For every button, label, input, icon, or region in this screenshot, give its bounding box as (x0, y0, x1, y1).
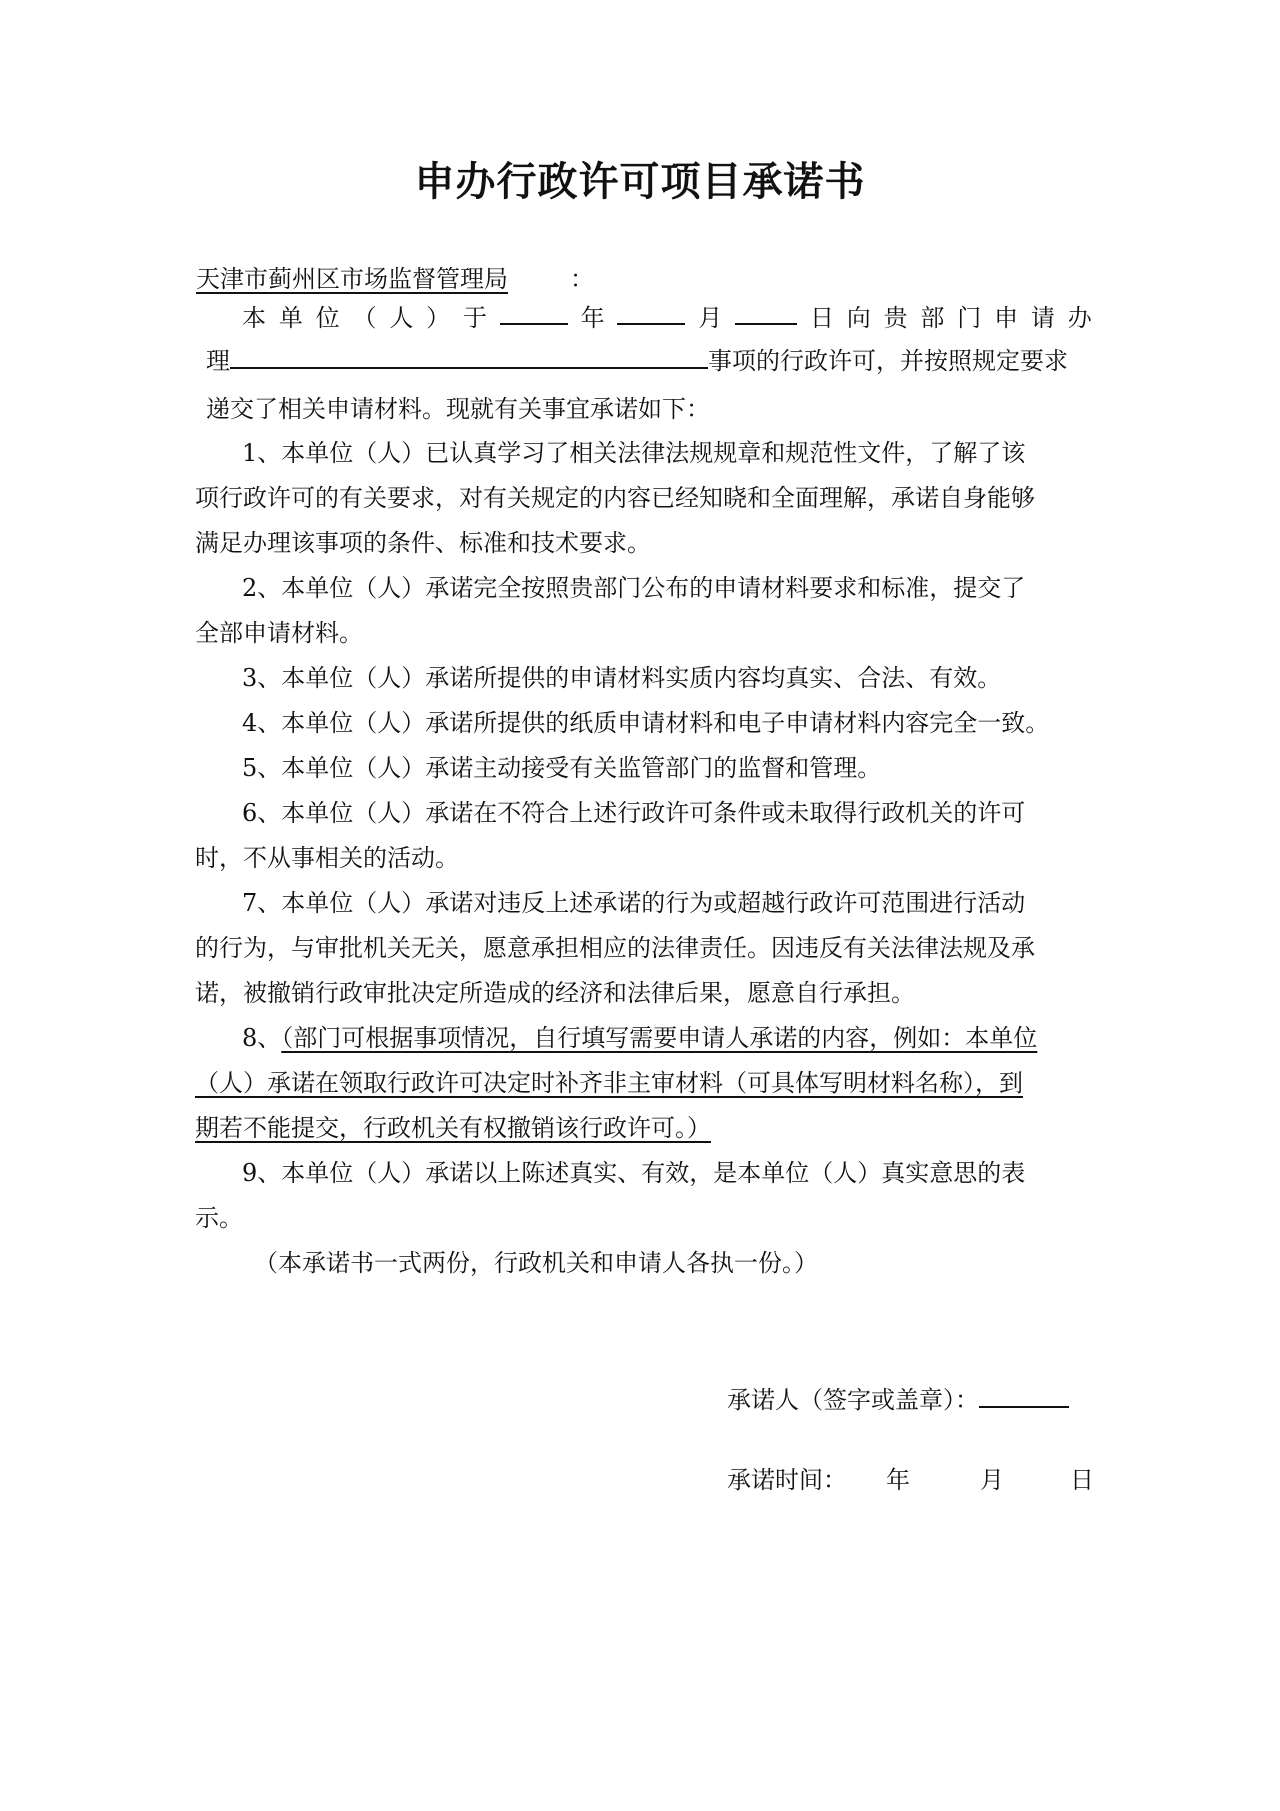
intro-char: 本 (242, 304, 266, 332)
item-1-line-3: 满足办理该事项的条件、标准和技术要求。 (195, 529, 651, 557)
signature-line (727, 1383, 1069, 1417)
item-8-line-1: 8、（部门可根据事项情况，自行填写需要申请人承诺的内容，例如：本单位 (242, 1024, 1038, 1052)
commit-time-day: 日 (1070, 1466, 1094, 1494)
addressee-line (196, 262, 1094, 296)
item-2-line-1: 2、本单位（人）承诺完全按照贵部门公布的申请材料要求和标准，提交了 (242, 574, 1026, 602)
addressee-org: 天津市蓟州区市场监督管理局 (196, 265, 508, 293)
intro-char: （ (352, 304, 377, 332)
intro-char: 门 (957, 304, 982, 332)
item-1-line-1: 1、本单位（人）已认真学习了相关法律法规规章和规范性文件，了解了该 (242, 439, 1026, 467)
item-8-line-3: 期若不能提交，行政机关有权撤销该行政许可。） (195, 1114, 711, 1142)
signature-label: 承诺人（签字或盖章）： (727, 1386, 979, 1414)
intro-line-3: 递交了相关申请材料。现就有关事宜承诺如下： (206, 395, 710, 423)
matter-blank[interactable] (230, 345, 708, 369)
intro-year-label: 年 (580, 304, 605, 332)
copies-note: （本承诺书一式两份，行政机关和申请人各执一份。） (254, 1249, 818, 1277)
item-2-line-2: 全部申请材料。 (195, 619, 363, 647)
item-6-line-2: 时，不从事相关的活动。 (195, 844, 459, 872)
month-blank[interactable] (617, 301, 685, 325)
intro-char: 贵 (883, 304, 908, 332)
signature-blank[interactable] (979, 1384, 1069, 1408)
intro-char: 于 (462, 304, 487, 332)
year-blank[interactable] (500, 301, 568, 325)
item-9-line-2: 示。 (195, 1204, 243, 1232)
day-blank[interactable] (735, 301, 797, 325)
item-5-line-1: 5、本单位（人）承诺主动接受有关监管部门的监督和管理。 (242, 754, 882, 782)
intro-char: ） (426, 304, 451, 332)
item-4-line-1: 4、本单位（人）承诺所提供的纸质申请材料和电子申请材料内容完全一致。 (242, 709, 1050, 737)
intro-char: 向 (846, 304, 871, 332)
item-8-line-2: （人）承诺在领取行政许可决定时补齐非主审材料（可具体写明材料名称），到 (195, 1069, 1023, 1097)
intro-char: 日 (809, 304, 834, 332)
intro-char: 请 (1030, 304, 1055, 332)
item-6-line-1: 6、本单位（人）承诺在不符合上述行政许可条件或未取得行政机关的许可 (242, 799, 1026, 827)
intro-char: 办 (1067, 304, 1092, 332)
intro-char: 位 (315, 304, 340, 332)
intro-char: 申 (994, 304, 1019, 332)
commit-time-label: 承诺时间： (727, 1466, 847, 1494)
item-9-line-1: 9、本单位（人）承诺以上陈述真实、有效，是本单位（人）真实意思的表 (242, 1159, 1026, 1187)
item-7-line-3: 诺，被撤销行政审批决定所造成的经济和法律后果，愿意自行承担。 (195, 979, 915, 1007)
document-title: 申办行政许可项目承诺书 (414, 158, 866, 205)
item-1-line-2: 项行政许可的有关要求，对有关规定的内容已经知晓和全面理解，承诺自身能够 (195, 484, 1035, 512)
commit-time-year: 年 (886, 1466, 910, 1494)
item-3-line-1: 3、本单位（人）承诺所提供的申请材料实质内容均真实、合法、有效。 (242, 664, 1002, 692)
item-7-line-2: 的行为，与审批机关无关，愿意承担相应的法律责任。因违反有关法律法规及承 (195, 934, 1035, 962)
intro-char: 人 (389, 304, 414, 332)
addressee-colon: ： (570, 265, 594, 293)
commit-time-month: 月 (980, 1466, 1004, 1494)
intro-char: 单 (278, 304, 303, 332)
intro-char: 部 (920, 304, 945, 332)
intro-month-label: 月 (698, 304, 723, 332)
intro-line-1 (242, 301, 1092, 335)
item-7-line-1: 7、本单位（人）承诺对违反上述承诺的行为或超越行政许可范围进行活动 (242, 889, 1026, 917)
intro-line-2: 理 事项的行政许可，并按照规定要求 (206, 347, 1068, 375)
